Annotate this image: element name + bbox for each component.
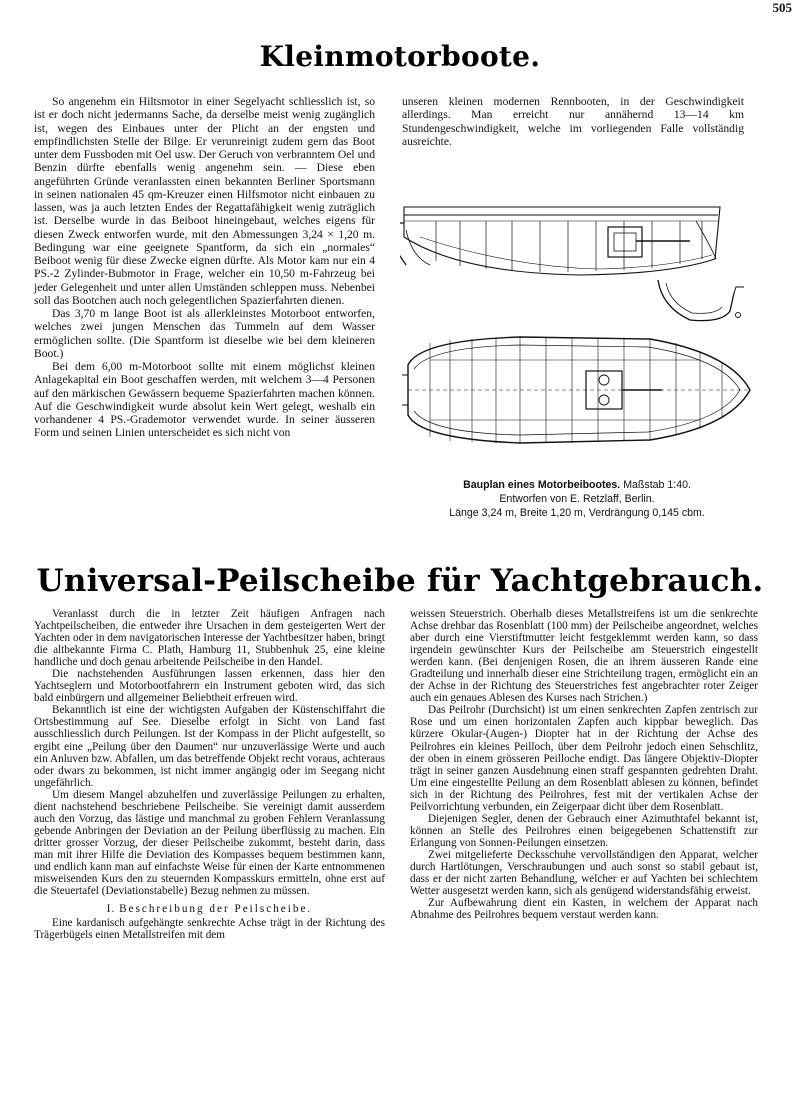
paragraph: Zwei mitgelieferte Decksschuhe vervollständigen den Apparat, welcher durch Hartlötungen, Verschraubungen und auch sonst so stabil gebaut ist, dass er der nicht zarten Behandlung, welcher er auf Yachten bei schlechtem Wetter ausgesetzt werden kann, sich als genügend widerstandsfähig erweist. (410, 848, 758, 898)
section-label: Beschreibung der Peilscheibe. (119, 903, 313, 916)
plan-view-drawing (402, 337, 750, 443)
side-elevation-drawing (400, 207, 720, 275)
rudder-detail-drawing (658, 280, 744, 321)
article-title-kleinmotorboote: Kleinmotorboote. (259, 40, 541, 73)
paragraph: Das 3,70 m lange Boot ist als allerkleinstes Motorboot entworfen, welches zwei jungen Menschen das Tummeln auf dem Wasser ermöglichen sollte. (Die Spantform ist dieselbe wie bei dem kleineren Boot.) (34, 307, 375, 360)
page-number: 505 (772, 0, 792, 15)
caption-title: Bauplan eines Motorbeibootes. (463, 479, 621, 491)
paragraph: unseren kleinen modernen Rennbooten, in der Geschwindigkeit allerdings. Man erreicht nur annähernd 13—14 km Stundengeschwindigkeit, welche im vorliegenden Falle vollständig ausreichte. (402, 95, 744, 148)
paragraph: Die nachstehenden Ausführungen lassen erkennen, dass hier den Yachtseglern und Motorbootfahrern ein Instrument geboten wird, das sich bald einbürgern und allgemeiner Beliebtheit erfreuen wird. (34, 668, 385, 705)
section-number: I. (106, 903, 116, 916)
caption-dimensions: Länge 3,24 m, Breite 1,20 m, Verdrängung 0,145 cbm. (449, 507, 705, 519)
paragraph: Zur Aufbewahrung dient ein Kasten, in welchem der Apparat nach Abnahme des Peilrohres bequem verstaut werden kann. (410, 897, 758, 922)
paragraph: Bekanntlich ist eine der wichtigsten Aufgaben der Küstenschiffahrt die Ortsbestimmung auf See. Dieselbe erfolgt in Sicht von Land fast ausschliesslich durch Peilungen. Ist der Kompass in der Plicht aufgestellt, so ergibt eine „Peilung über den Daumen“ nur unzuverlässige Werte und auch ein Anluven bzw. Abfallen, um das betreffende Objekt recht voraus, achteraus oder dwars zu bekommen, ist nicht immer angängig oder im Seegang nicht ungefährlich. (34, 704, 385, 789)
paragraph: Veranlasst durch die in letzter Zeit häufigen Anfragen nach Yachtpeilscheiben, die entweder ihre Ursachen in dem gesteigerten Wert der Yachten oder in dem navigatorischen Interesse der Yachtbesitzer haben, bringt die altbekannte Firma C. Plath, Hamburg 11, Stubbenhuk 25, eine kleine handliche und doch genau arbeitende Peilscheibe in den Handel. (34, 608, 385, 669)
paragraph: Eine kardanisch aufgehängte senkrechte Achse trägt in der Richtung des Trägerbügels einen Metallstreifen mit dem (34, 917, 385, 942)
paragraph: Bei dem 6,00 m-Motorboot sollte mit einem möglichst kleinen Anlagekapital ein Boot geschaffen werden, mit welchem 3—4 Personen auf den märkischen Gewässern bequeme Spazierfahrten machen können. Auf die Geschwindigkeit wurde absolut kein Wert gelegt, weshalb ein vorhandener 4 PS.-Grademotor verwendet wurde. In seiner äusseren Form und seinen Linien unterscheidet es sich nicht von (34, 360, 375, 440)
article1-column-left (34, 95, 375, 440)
article2-column-right (410, 608, 758, 921)
paragraph: Das Peilrohr (Durchsicht) ist um einen senkrechten Zapfen zentrisch zur Rose und um einen horizontalen Zapfen auch kippbar beweglich. Das kürzere Okular-(Augen-) Diopter hat in der Richtung der Achse des Peilrohres ein kleines Peilloch, über dem Peilrohr jedoch einen Sehschlitz, der oben in einem grösseren Peilloche endigt. Das längere Objektiv-Diopter trägt in seiner ganzen Ausdehnung einen straff gespannten gedrehten Draht. Um eine eingestellte Peilung an dem Rosenblatt ablesen zu können, befindet sich in der Richtung des Peilrohres, fest mit der vertikalen Achse der Peilvorrichtung verbunden, ein Zeigerpaar dicht über dem Rosenblatt. (410, 704, 758, 813)
paragraph: Diejenigen Segler, denen der Gebrauch einer Azimuthtafel bekannt ist, können an Stelle des Peilrohres einen beigegebenen Schattenstift zur Erlangung von Sonnen-Peilungen einsetzen. (410, 812, 758, 849)
figure-caption (402, 478, 752, 520)
paragraph: So angenehm ein Hiltsmotor in einer Segelyacht schliesslich ist, so ist er doch nicht jedermanns Sache, da derselbe meist wenig zugänglich ist, wegen des Einbaues unter der Plicht an der engsten und empfindlichsten Stelle der Bilge. Er verunreinigt zudem gern das Boot unter dem Fussboden mit Oel usw. Der Geruch von verbranntem Oel und Benzin dürfte ebenfalls wenig angenehm sein. — Diese eben angeführten Gründe veranlassten einen bekannten Berliner Sportsmann in seinen nationalen 45 qm-Kreuzer einen Hilfsmotor nicht einbauen zu lassen, was ja auch letzten Endes der Regattafähigkeit wenig zuträglich ist. Derselbe wurde in das Beiboot hineingebaut, welches eigens für diesen Zweck entworfen wurde, mit den Abmessungen 3,24 × 1,20 m. Bedingung war eine geeignete Spantform, da sich ein „normales“ Beiboot wenig für diese Zwecke eignen dürfte. Als Motor kam nur ein 4 PS.-2 Zylinder-Bubmotor in Frage, welcher ein 10,50 m-Fahrzeug bei jeder Gelegenheit und unter allen Umständen schleppen muss. Nebenbei soll das Bootchen auch noch gelegentlichen Spazierfahrten dienen. (34, 95, 375, 307)
boat-plan-figure (400, 175, 755, 470)
article2-column-left (34, 608, 385, 941)
paragraph: Um diesem Mangel abzuhelfen und zuverlässige Peilungen zu erhalten, dient nachstehend beschriebene Peilscheibe. Sie vereinigt damit ausserdem auch den Vorzug, das lästige und manchmal zu groben Fehlern Veranlassung gebende Anbringen der Deviation an der Peilung überflüssig zu machen. Ein dritter grosser Vorzug, der dieser Peilscheibe zukommt, besteht darin, dass man mit ihrer Hilfe die Deviation des Kompasses bequem bestimmen kann, und endlich kann man auf einfachste Weise für einen der Karte entnommenen misweisenden Kurs den zu steuernden Kompasskurs ermitteln, ohne erst auf die Steuertafel (Deviationstabelle) Bezug nehmen zu müssen. (34, 788, 385, 898)
section-heading (34, 903, 385, 915)
article-title-peilscheibe: Universal-Peilscheibe für Yachtgebrauch. (36, 563, 764, 599)
article1-column-right (402, 95, 744, 148)
caption-scale: Maßstab 1:40. (623, 479, 691, 491)
paragraph: weissen Steuerstrich. Oberhalb dieses Metallstreifens ist um die senkrechte Achse drehbar das Rosenblatt (100 mm) der Peilscheibe angeordnet, welches aber durch eine Vierstiftmutter leicht festgeklemmt werden kann, so dass irgendein gewünschter Kurs der Peilscheibe am Steuerstrich eingestellt werden kann. (Bei denjenigen Rosen, die an ihrem äusseren Rande eine Gradteilung und innerhalb dieser eine Strichteilung tragen, ermöglicht ein an der Achse in der Richtung des Steuerstriches fest angebrachter roter Zeiger auch ein genaues Ablesen des Kurses nach Strichen.) (410, 608, 758, 705)
caption-designer: Entworfen von E. Retzlaff, Berlin. (499, 493, 655, 505)
